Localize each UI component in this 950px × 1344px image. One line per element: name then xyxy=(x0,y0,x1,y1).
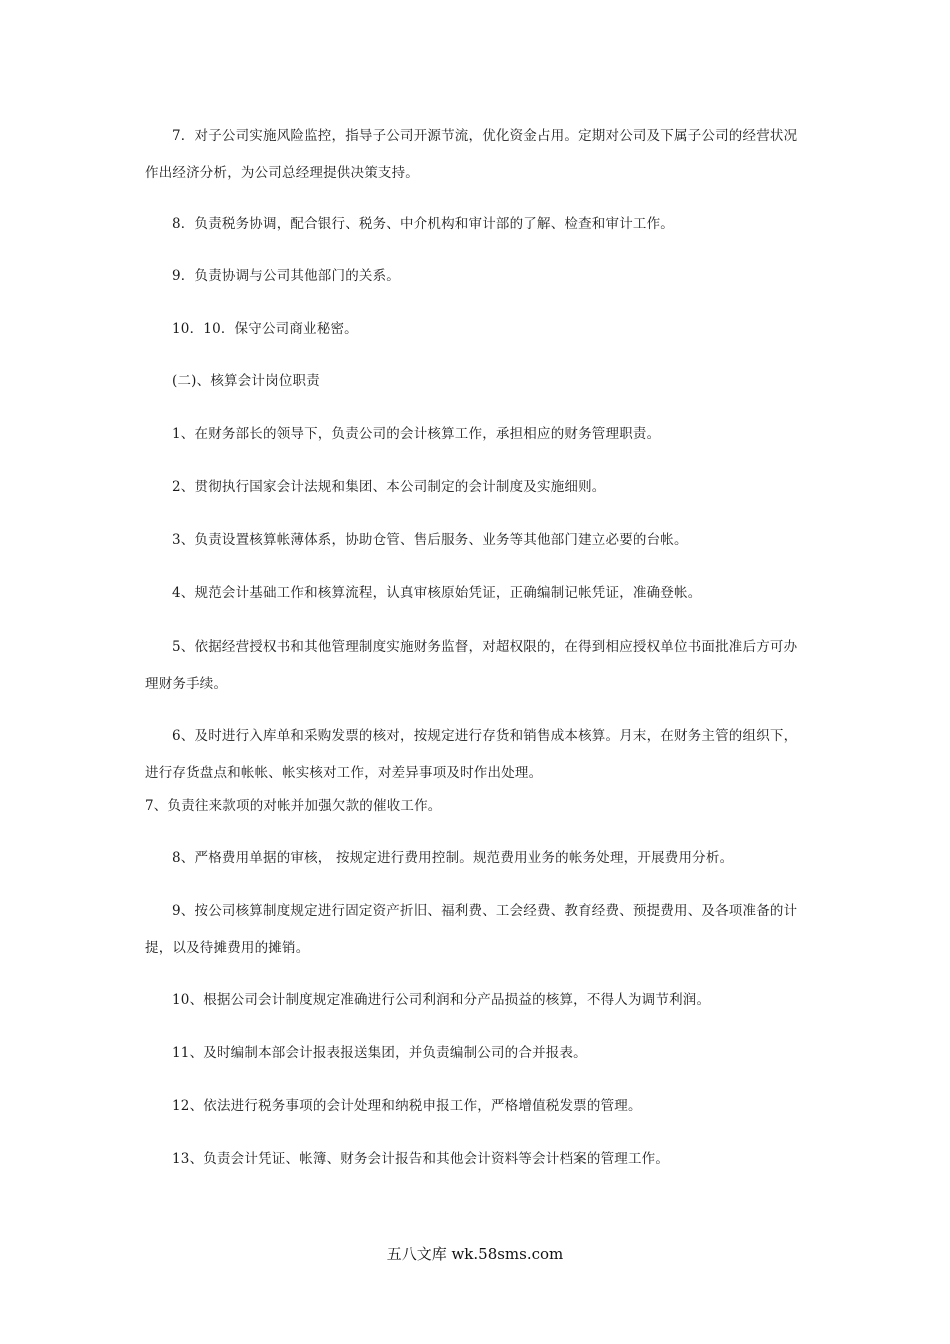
list-item-3: 3、负责设置核算帐薄体系，协助仓管、售后服务、业务等其他部门建立必要的台帐。 xyxy=(172,532,688,548)
paragraph-9-department-relations: 9．负责协调与公司其他部门的关系。 xyxy=(172,268,400,284)
paragraph-10-confidentiality: 10．10．保守公司商业秘密。 xyxy=(172,321,358,337)
list-item-5: 5、依据经营授权书和其他管理制度实施财务监督，对超权限的，在得到相应授权单位书面批准后方可办理财务手续。 xyxy=(145,639,798,692)
list-item-2: 2、贯彻执行国家会计法规和集团、本公司制定的会计制度及实施细则。 xyxy=(172,479,606,495)
list-item-6: 6、及时进行入库单和采购发票的核对，按规定进行存货和销售成本核算。月末，在财务主管的组织下，进行存货盘点和帐帐、帐实核对工作，对差异事项及时作出处理。 xyxy=(145,728,798,781)
section-heading-accounting-duties: (二)、核算会计岗位职责 xyxy=(172,373,320,389)
list-item-11: 11、及时编制本部会计报表报送集团，并负责编制公司的合并报表。 xyxy=(172,1045,587,1061)
list-item-12: 12、依法进行税务事项的会计处理和纳税申报工作，严格增值税发票的管理。 xyxy=(172,1098,642,1114)
list-item-13: 13、负责会计凭证、帐簿、财务会计报告和其他会计资料等会计档案的管理工作。 xyxy=(172,1151,670,1167)
list-item-7: 7、负责往来款项的对帐并加强欠款的催收工作。 xyxy=(145,798,442,814)
footer-watermark: 五八文库 wk.58sms.com xyxy=(386,1245,564,1263)
list-item-10: 10、根据公司会计制度规定准确进行公司利润和分产品损益的核算，不得人为调节利润。 xyxy=(172,992,711,1008)
paragraph-7-risk-monitoring: 7．对子公司实施风险监控，指导子公司开源节流，优化资金占用。定期对公司及下属子公司的经营状况作出经济分析，为公司总经理提供决策支持。 xyxy=(145,128,798,181)
list-item-4: 4、规范会计基础工作和核算流程，认真审核原始凭证，正确编制记帐凭证，准确登帐。 xyxy=(172,585,702,601)
list-item-9: 9、按公司核算制度规定进行固定资产折旧、福利费、工会经费、教育经费、预提费用、及各项准备的计提，以及待摊费用的摊销。 xyxy=(145,903,798,956)
list-item-1: 1、在财务部长的领导下，负责公司的会计核算工作，承担相应的财务管理职责。 xyxy=(172,426,661,442)
paragraph-8-tax-coordination: 8．负责税务协调，配合银行、税务、中介机构和审计部的了解、检查和审计工作。 xyxy=(172,216,674,232)
list-item-8: 8、严格费用单据的审核， 按规定进行费用控制。规范费用业务的帐务处理，开展费用分析。 xyxy=(172,850,734,866)
